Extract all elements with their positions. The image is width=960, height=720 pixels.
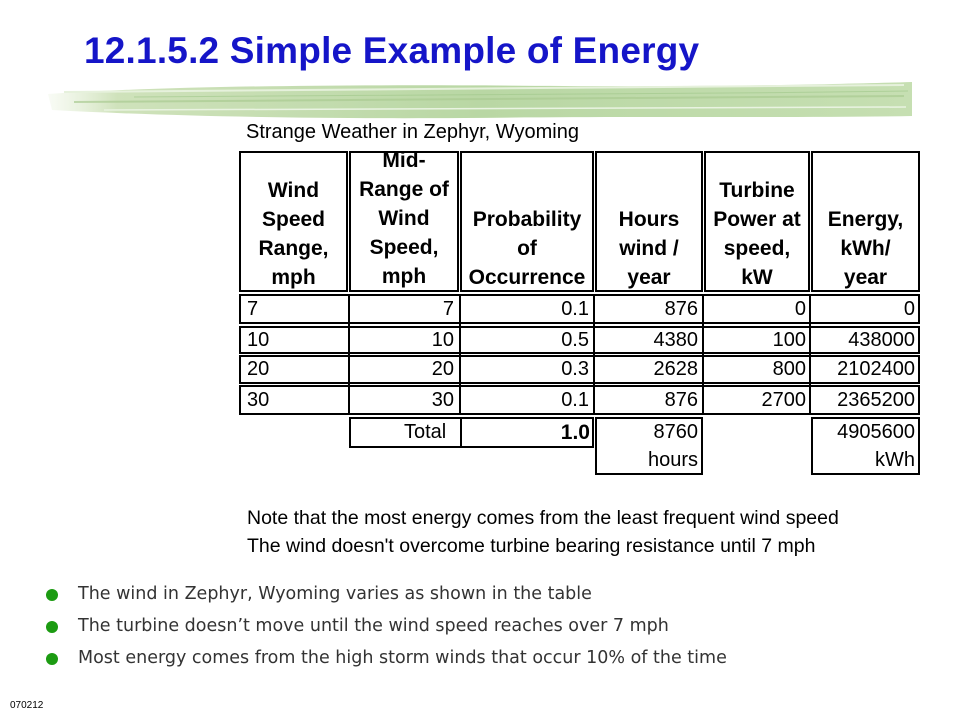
table-cell: 876: [664, 298, 698, 320]
header-probability: Probability of Occurrence: [468, 208, 586, 289]
total-label: Total: [404, 421, 447, 443]
table-cell: 2700: [761, 389, 806, 411]
table-cell: 0.1: [561, 389, 589, 411]
header-turbine-power: Turbine Power at speed, kW: [713, 179, 801, 289]
table-cell: 30: [247, 389, 270, 411]
header-energy: Energy, kWh/ year: [827, 208, 904, 289]
table-cell: 0.1: [561, 298, 589, 320]
table-cell: 7: [442, 298, 454, 320]
bullet-dot-icon: [46, 589, 58, 601]
table-caption: Strange Weather in Zephyr, Wyoming: [246, 121, 579, 143]
total-energy-unit: kWh: [875, 449, 915, 471]
header-hours: Hours wind / year: [618, 208, 680, 289]
slide-footer-code: 070212: [10, 700, 44, 711]
table-cell: 2628: [653, 358, 698, 380]
total-hours: 8760: [653, 421, 698, 443]
table-cell: 0: [794, 298, 806, 320]
total-hours-unit: hours: [647, 449, 698, 471]
bullet-text: The wind in Zephyr, Wyoming varies as shown in the table: [78, 584, 592, 604]
table-cell: 0.5: [561, 329, 589, 351]
slide-title: 12.1.5.2 Simple Example of Energy: [84, 30, 700, 71]
table-cell: 7: [247, 298, 259, 320]
table-cell: 10: [247, 329, 270, 351]
table-cell: 438000: [848, 329, 915, 351]
table-cell: 30: [431, 389, 454, 411]
table-cell: 4380: [653, 329, 698, 351]
bullet-dot-icon: [46, 621, 58, 633]
table-cell: 10: [431, 329, 454, 351]
bullet-text: The turbine doesn’t move until the wind speed reaches over 7 mph: [78, 616, 669, 636]
table-cell: 876: [664, 389, 698, 411]
table-cell: 2102400: [837, 358, 915, 380]
bullet-text: Most energy comes from the high storm winds that occur 10% of the time: [78, 648, 727, 668]
note-line: Note that the most energy comes from the least frequent wind speed: [247, 507, 839, 529]
table-cell: 100: [772, 329, 806, 351]
table-cell: 20: [431, 358, 454, 380]
table-cell: 0: [903, 298, 915, 320]
bullet-dot-icon: [46, 653, 58, 665]
header-mid-range: Mid- Range of Wind Speed, mph: [359, 149, 449, 288]
table-cell: 0.3: [561, 358, 589, 380]
table-cell: 20: [247, 358, 270, 380]
header-wind-speed-range: Wind Speed Range, mph: [258, 179, 329, 289]
total-probability: 1.0: [560, 421, 590, 444]
note-line: The wind doesn't overcome turbine bearing resistance until 7 mph: [247, 535, 816, 557]
total-energy: 4905600: [837, 421, 915, 443]
table-cell: 2365200: [837, 389, 915, 411]
table-cell: 800: [772, 358, 806, 380]
